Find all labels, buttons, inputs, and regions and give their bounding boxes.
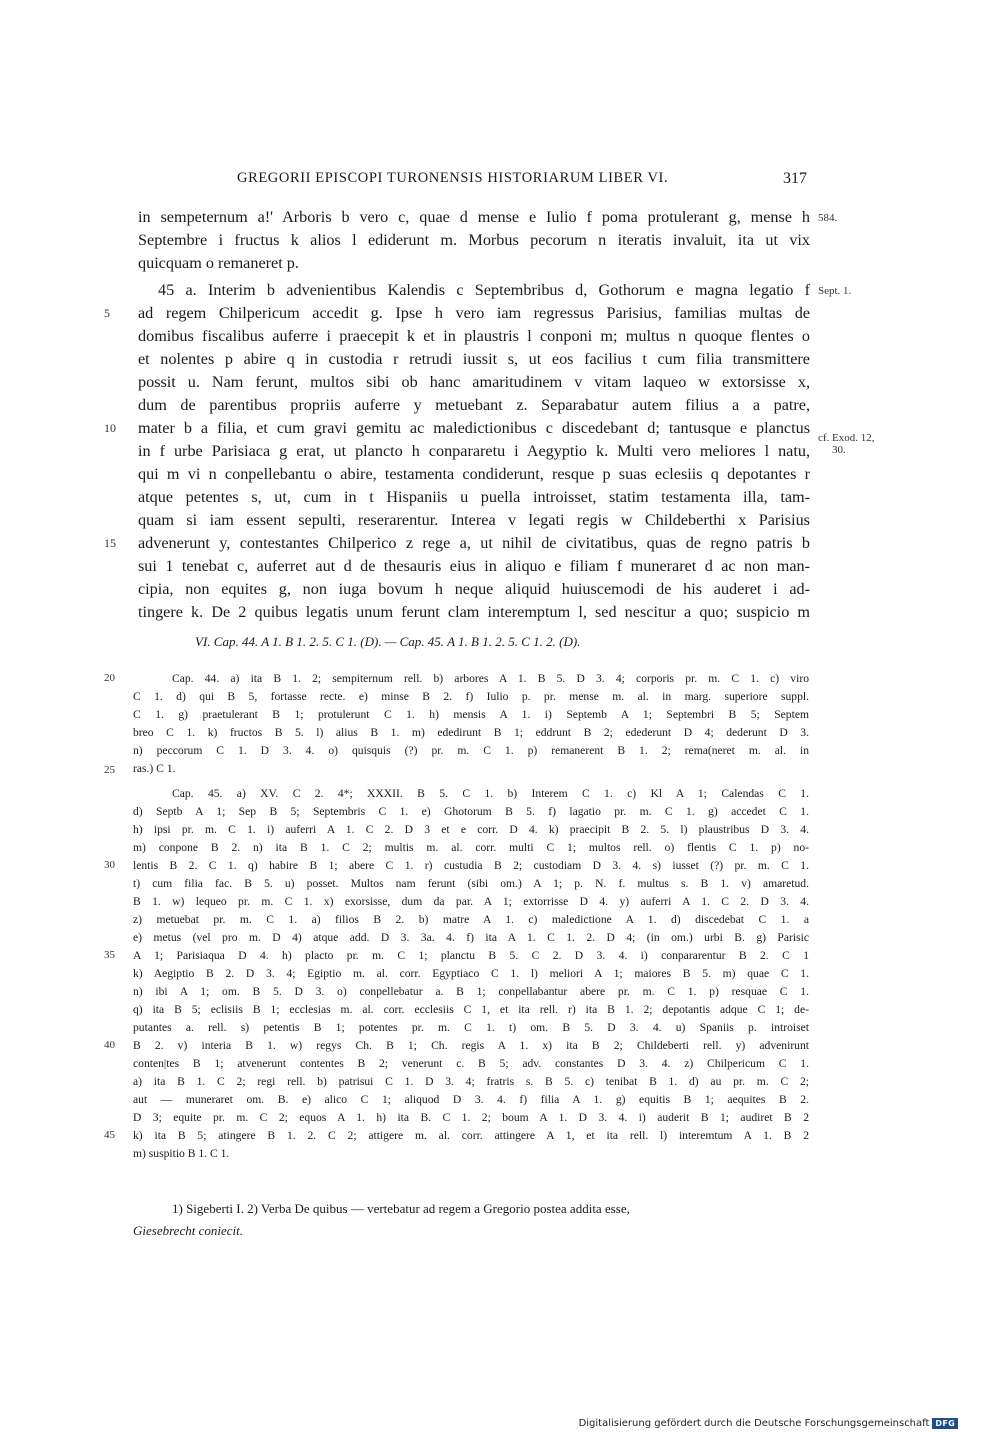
apparatus-line: lentis B 2. C 1. q) habire B 1; abere C 1. r) custudia B 2; custodiam D 3. 4. s) iusset (?) pr. m. C 1. — [133, 859, 809, 872]
text-line: possit u. Nam ferunt, multos sibi ob hanc amaritudinem v vitam laqueo w extorsisse x, — [138, 373, 810, 391]
apparatus-line: breo C 1. k) fructos B 5. l) alius B 1. m) ededirunt B 1; eddrunt B 2; edederunt D 4; dederunt D 3. — [133, 726, 809, 739]
apparatus-line: k) ita B 5; atingere B 1. 2. C 2; attigere m. al. corr. attingere A 1, et ita rell. l) interemtum A 1. B 2 — [133, 1129, 809, 1142]
footnote-line: Giesebrecht coniecit. — [133, 1223, 243, 1238]
line-number: 15 — [104, 536, 116, 550]
apparatus-line: e) metus (vel pro m. D 4) atque add. D 3. 3a. 4. f) ita A 1. C 1. 2. D 4; (in om.) urbi B. g) Parisic — [133, 931, 809, 944]
running-title: GREGORII EPISCOPI TURONENSIS HISTORIARUM LIBER VI. — [237, 170, 669, 186]
text-line: sui 1 tenebat c, auferret aut d de thesauris eius in aliquo e filiam f muneraret d ac non man- — [138, 557, 810, 575]
text-line: Septembre i fructus k alios l ediderunt m. Morbus pecorum n iteratis invaluit, ita ut vix — [138, 231, 810, 249]
footnote-line: 1) Sigeberti I. 2) Verba De quibus — vertebatur ad regem a Gregorio postea addita esse, — [172, 1201, 630, 1216]
line-number: 40 — [104, 1039, 115, 1051]
apparatus-line: a) ita B 1. C 2; regi rell. b) patrisui C 1. D 3. 4; fratris s. B 5. c) tenibat B 1. d) au pr. m. C 2; — [133, 1075, 809, 1088]
manuscripts-line: VI. Cap. 44. A 1. B 1. 2. 5. C 1. (D). — Cap. 45. A 1. B 1. 2. 5. C 1. 2. (D). — [195, 634, 581, 649]
apparatus-line: ras.) C 1. — [133, 762, 176, 775]
apparatus-line: aut — muneraret om. B. e) alico C 1; aliquod D 3. 4. f) filia A 1. g) equitis B 1; aequites B 2. — [133, 1093, 809, 1106]
text-line: domibus fiscalibus auferre i praecepit k et in plaustris l conponi m; multus n quoque flentes o — [138, 327, 810, 345]
text-line: in f urbe Parisiaca g erat, ut plancto h conpararetu i Aegyptio k. Multi vero meliores l natu, — [138, 442, 810, 460]
page-number: 317 — [783, 170, 807, 187]
margin-note-year: 584. — [818, 212, 838, 224]
text-line: dum de parentibus propriis auferre y metuebant z. Separabatur autem filius a a patre, — [138, 396, 810, 414]
apparatus-line: putantes a. rell. s) petentis B 1; potentes pr. m. C 1. t) om. B 5. D 3. 4. u) Spaniis p. introiset — [133, 1021, 809, 1034]
apparatus-line: m) conpone B 2. n) ita B 1. C 2; multis m. al. corr. multi C 1; multos rell. o) flentis C 1. p) no- — [133, 841, 809, 854]
text-line: quicquam o remaneret p. — [138, 254, 299, 272]
dfg-logo-icon: DFG — [932, 1418, 958, 1429]
apparatus-line: Cap. 44. a) ita B 1. 2; sempiternum rell. b) arbores A 1. B 5. D 3. 4; corporis pr. m. C 1. c) viro — [172, 672, 809, 685]
line-number: 5 — [104, 306, 110, 320]
apparatus-line: k) Aegiptio B 2. D 3. 4; Egiptio m. al. corr. Egyptiaco C 1. l) meliori A 1; maiores B 5. m) quae C 1. — [133, 967, 809, 980]
line-number: 35 — [104, 949, 115, 961]
line-number: 10 — [104, 421, 116, 435]
line-number: 25 — [104, 764, 115, 776]
apparatus-line: A 1; Parisiaqua D 4. h) placto pr. m. C 1; planctu B 5. C 2. D 3. 4. i) conpararentur B 2. C 1 — [133, 949, 809, 962]
text-line: quam si iam essent sepulti, reserarentur. Interea v legati regis w Childeberthi x Parisius — [138, 511, 810, 529]
text-line: ad regem Chilpericum accedit g. Ipse h vero iam regressus Parisius, familias multas de — [138, 304, 810, 322]
apparatus-line: n) peccorum C 1. D 3. 4. o) quisquis (?) pr. m. C 1. p) remanerent B 1. 2; rema(neret m. al. in — [133, 744, 809, 757]
line-number: 45 — [104, 1129, 115, 1141]
apparatus-line: q) ita B 5; eclisiis B 1; ecclesias m. al. corr. ecclesiis C 1, et ita rell. r) ita B 1. 2; depotantis adque C 1; de- — [133, 1003, 809, 1016]
margin-note-reference: cf. Exod. 12, — [818, 432, 875, 444]
apparatus-line: B 1. w) lequeo pr. m. C 1. x) exorsisse, dum da par. A 1; extorrisse D 4. y) auferri A 1. C 2. D 3. 4. — [133, 895, 809, 908]
digitization-credit — [579, 1418, 958, 1429]
apparatus-line: z) metuebat pr. m. C 1. a) filios B 2. b) matre A 1. c) maledictione A 1. d) discedebat C 1. a — [133, 913, 809, 926]
text-line: cipia, non equites g, non iuga bovum h neque aliquid huiuscemodi de his auderet i ad- — [138, 580, 810, 598]
apparatus-line: t) cum filia fac. B 5. u) posset. Multos nam ferunt (sibi om.) A 1; p. N. f. multus s. B 1. v) amaretud. — [133, 877, 809, 890]
text-line: in sempeternum a!' Arboris b vero c, quae d mense e Iulio f poma protulerant g, mense h — [138, 208, 810, 226]
line-number: 30 — [104, 859, 115, 871]
text-line: advenerunt y, contestantes Chilperico z rege a, ut nihil de civitatibus, quas de regno patris b — [138, 534, 810, 552]
text-line: mater b a filia, et cum gravi gemitu ac maledictionibus c discedebant d; tantusque e planctus — [138, 419, 810, 437]
apparatus-line: D 3; equite pr. m. C 2; equos A 1. h) ita B. C 1. 2; boum A 1. D 3. 4. i) auderit B 1; audiret B 2 — [133, 1111, 809, 1124]
apparatus-line: conten|tes B 1; atvenerunt contentes B 2; venerunt c. B 5; adv. constantes D 3. 4. z) Chilpericum C 1. — [133, 1057, 809, 1070]
apparatus-line: d) Septb A 1; Sep B 5; Septembris C 1. e) Ghotorum B 5. f) lagatio pr. m. C 1. g) accedet C 1. — [133, 805, 809, 818]
text-line: atque petentes s, ut, cum in t Hispaniis u puella introisset, statim testamenta illa, tam- — [138, 488, 810, 506]
text-line: tingere k. De 2 quibus legatis unum ferunt clam interemptum l, sed nescitur a quo; suspicio m — [138, 603, 810, 621]
margin-note-date: Sept. 1. — [818, 285, 852, 297]
apparatus-line: C 1. g) praetulerant B 1; protulerunt C 1. h) mensis A 1. i) Septemb A 1; Septembri B 5; Septem — [133, 708, 809, 721]
credit-text: Digitalisierung gefördert durch die Deutsche Forschungsgemeinschaft — [578, 1418, 930, 1429]
apparatus-line: C 1. d) qui B 5, fortasse recte. e) minse B 2. f) Iulio p. pr. mense m. al. in marg. superiore suppl. — [133, 690, 809, 703]
apparatus-line: h) ipsi pr. m. C 1. i) auferri A 1. C 2. D 3 et e corr. D 4. k) praecipit B 2. 5. l) plaustribus D 3. 4. — [133, 823, 809, 836]
text-line: qui m vi n conpellebantu o abire, testamenta condiderunt, resque p suas eclesiis q depotantes r — [138, 465, 810, 483]
line-number: 20 — [104, 672, 115, 684]
margin-note-reference-cont: 30. — [832, 444, 846, 456]
apparatus-line: n) ibi A 1; om. B 5. D 3. o) conpellebatur a. B 1; conpellabantur abere pr. m. C 1. p) resquae C 1. — [133, 985, 809, 998]
apparatus-line: m) suspitio B 1. C 1. — [133, 1147, 230, 1160]
apparatus-line: B 2. v) interia B 1. w) regys Ch. B 1; Ch. regis A 1. x) ita B 2; Childeberti rell. y) advenirunt — [133, 1039, 809, 1052]
text-line: 45 a. Interim b advenientibus Kalendis c Septembribus d, Gothorum e magna legatio f — [158, 281, 810, 299]
text-line: et nolentes p abire q in custodia r retrudi iussit s, ut eos facilius t cum filia transmittere — [138, 350, 810, 368]
apparatus-line: Cap. 45. a) XV. C 2. 4*; XXXII. B 5. C 1. b) Interem C 1. c) Kl A 1; Calendas C 1. — [172, 787, 809, 800]
